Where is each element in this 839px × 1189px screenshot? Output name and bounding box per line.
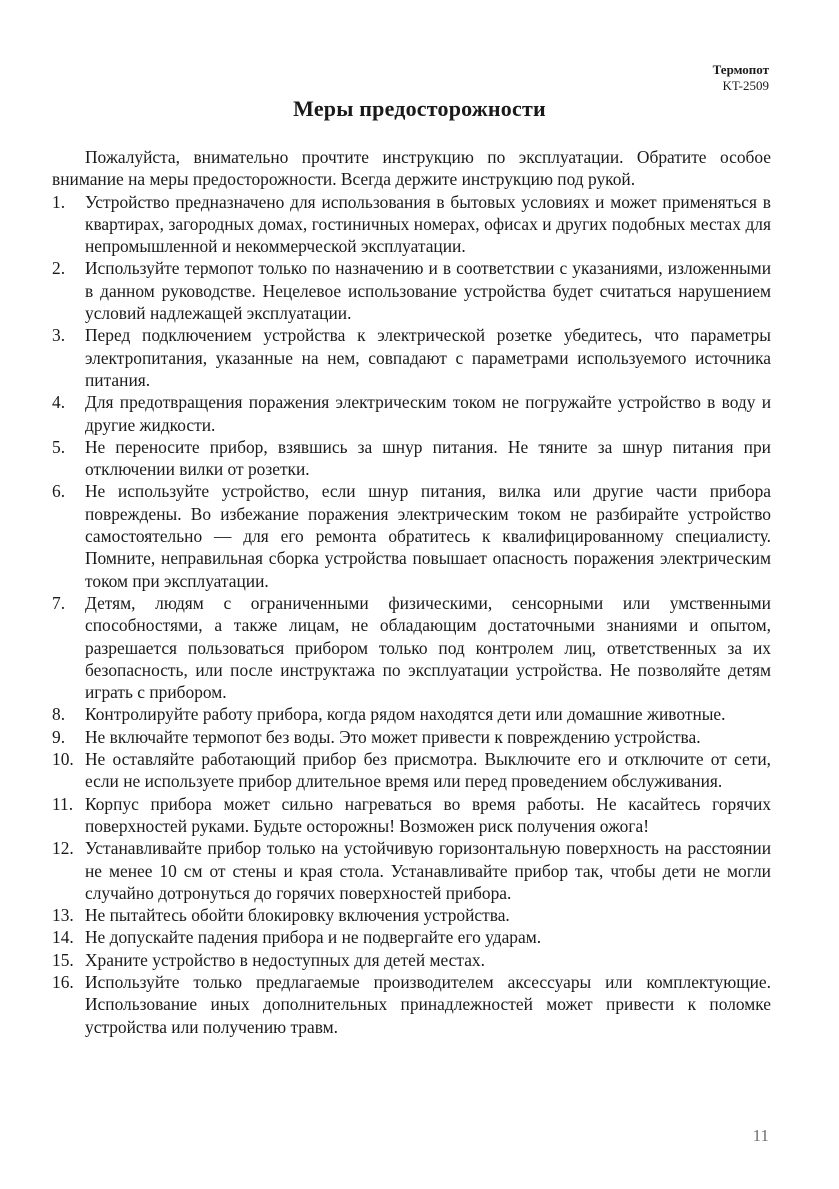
list-item-text: Устройство предназначено для использования в бытовых условиях и может применяться в квартирах, загородных домах, гостиничных номерах, офисах и других подобных местах для непромышленной и некоммерческой эксплуатации. [85, 191, 771, 257]
list-item [52, 191, 771, 258]
running-header [713, 62, 769, 94]
list-item-text: Не оставляйте работающий прибор без присмотра. Выключите его и отключите от сети, если не используете прибор длительное время или перед проведением обслуживания. [85, 749, 771, 792]
list-item [52, 837, 771, 904]
list-item [52, 257, 771, 324]
list-item-number: 8. [52, 704, 66, 725]
safety-content [52, 146, 771, 1038]
list-item [52, 971, 771, 1038]
list-item-text: Не пытайтесь обойти блокировку включения устройства. [85, 905, 510, 926]
intro-paragraph: Пожалуйста, внимательно прочтите инструкцию по эксплуатации. Обратите особое внимание на меры предосторожности. Всегда держите инструкцию под рукой. [52, 147, 771, 190]
list-item [52, 324, 771, 391]
list-item-text: Устанавливайте прибор только на устойчивую горизонтальную поверхность на расстоянии не менее 10 см от стены и края стола. Устанавливайте прибор так, чтобы дети не могли случайно дотронуться до горячих поверхностей прибора. [85, 838, 771, 903]
list-item-number: 2. [52, 258, 66, 279]
list-item [52, 391, 771, 436]
list-item [52, 436, 771, 481]
list-item-text: Храните устройство в недоступных для детей местах. [85, 949, 485, 970]
list-item [52, 726, 771, 748]
list-item [52, 748, 771, 793]
list-item-text: Не допускайте падения прибора и не подвергайте его ударам. [85, 927, 542, 948]
list-item-number: 7. [52, 592, 66, 613]
list-item-number: 16. [52, 971, 74, 992]
list-item-text: Не включайте термопот без воды. Это может привести к повреждению устройства. [85, 726, 701, 747]
list-item-text: Используйте только предлагаемые производителем аксессуары или комплектующие. Использование иных дополнительных принадлежностей может привести к поломке устройства или получению травм. [85, 971, 771, 1037]
list-item-number: 11. [52, 793, 74, 814]
list-item [52, 480, 771, 591]
list-item-number: 15. [52, 949, 74, 970]
header-product-name: Термопот [712, 62, 769, 77]
list-item-text: Для предотвращения поражения электрическим током не погружайте устройство в воду и другие жидкости. [85, 392, 771, 435]
safety-rules-list [52, 191, 771, 1038]
page-number: 11 [752, 1126, 769, 1145]
header-model-number: KT-2509 [722, 78, 769, 93]
list-item-number: 10. [52, 749, 74, 770]
list-item-number: 9. [52, 726, 66, 747]
list-item-number: 6. [52, 481, 66, 502]
list-item-text: Корпус прибора может сильно нагреваться во время работы. Не касайтесь горячих поверхностей руками. Будьте осторожны! Возможен риск получения ожога! [85, 793, 771, 836]
list-item-number: 12. [52, 838, 74, 859]
list-item-number: 1. [52, 191, 66, 212]
list-item [52, 592, 771, 703]
list-item-text: Перед подключением устройства к электрической розетке убедитесь, что параметры электропитания, указанные на нем, совпадают с параметрами используемого источника питания. [85, 325, 771, 390]
list-item-text: Контролируйте работу прибора, когда рядом находятся дети или домашние животные. [85, 704, 726, 725]
list-item-number: 14. [52, 927, 74, 948]
list-item-text: Детям, людям с ограниченными физическими, сенсорными или умственными способностями, а также лицам, не обладающим достаточными знаниями и опытом, разрешается пользоваться прибором только под контролем лиц, ответственных за их безопасность, или после инструктажа по эксплуатации устройства. Не позволяйте детям играть с прибором. [85, 592, 771, 703]
list-item-number: 5. [52, 436, 66, 457]
list-item [52, 793, 771, 838]
list-item [52, 703, 771, 725]
list-item-text: Используйте термопот только по назначению и в соответствии с указаниями, изложенными в данном руководстве. Нецелевое использование устройства будет считаться нарушением условий надлежащей эксплуатации. [85, 258, 771, 324]
page-title: Меры предосторожности [293, 96, 546, 121]
list-item-text: Не переносите прибор, взявшись за шнур питания. Не тяните за шнур питания при отключении вилки от розетки. [85, 436, 771, 480]
list-item-number: 13. [52, 905, 74, 926]
list-item-number: 4. [52, 392, 66, 413]
list-item [52, 949, 771, 971]
list-item [52, 926, 771, 948]
list-item-number: 3. [52, 325, 66, 346]
list-item [52, 904, 771, 926]
list-item-text: Не используйте устройство, если шнур питания, вилка или другие части прибора повреждены. Во избежание поражения электрическим током не разбирайте устройство самостоятельно — для его ремонта обратитесь к квалифицированному специалисту. Помните, неправильная сборка устройства повышает опасность поражения электрическим током при эксплуатации. [85, 481, 771, 591]
